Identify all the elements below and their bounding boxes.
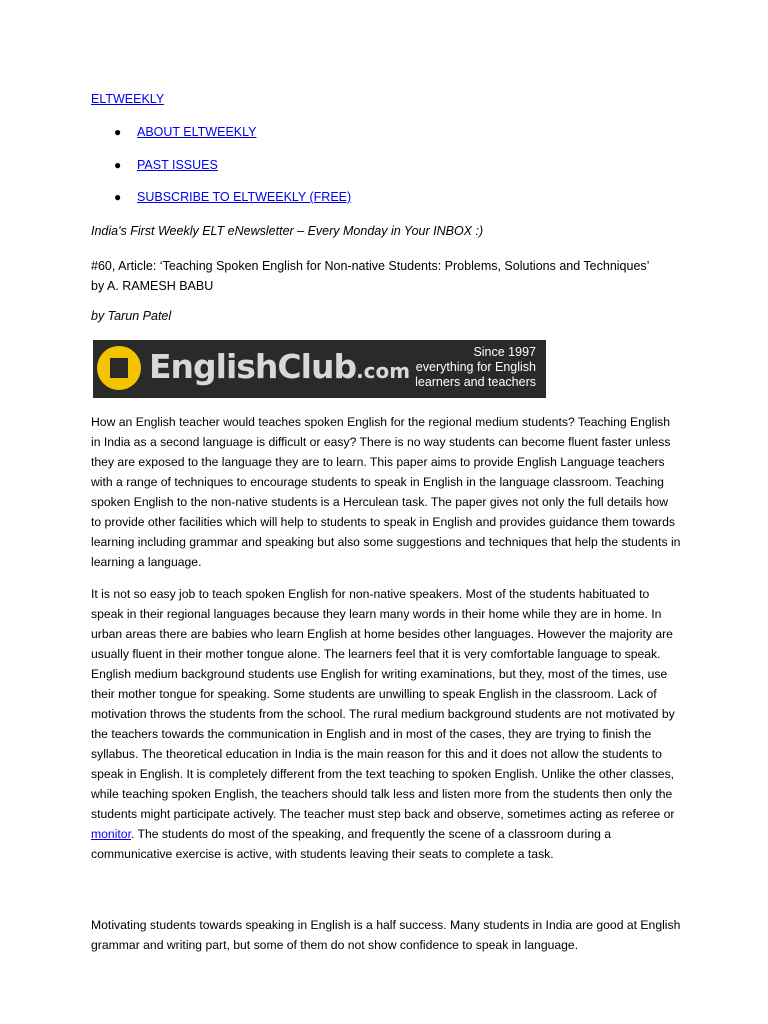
paragraph-intro: How an English teacher would teaches spoken English for the regional medium students? Teaching English in India as a second language is difficult or easy? There is no way students can become fluent faster unless they are exposed to the language they are to learn. This paper aims to provide English Language teachers with a range of techniques to encourage students to speak in English in the language classroom. Teaching spoken English to the non-native students is a Herculean task. The paper gives not only the full details how to provide other facilities which will help to students to speak in English and provides guidance them towards learning including grammar and speaking but also some suggestions and techniques that help the students in learning a language. [91,415,681,569]
logo-mark [110,358,128,378]
paragraph-text: . The students do most of the speaking, and frequently the scene of a classroom during a communicative exercise is active, with students leaving their seats to complete a task. [91,827,612,861]
bullet-icon: ● [114,157,122,172]
monitor-link[interactable]: monitor [91,827,131,841]
menu-item-past-issues [91,155,351,188]
past-issues-link[interactable]: PAST ISSUES [137,157,218,172]
eltweekly-home-link[interactable]: ELTWEEKLY [91,92,165,106]
site-menu [91,122,351,220]
subscribe-link[interactable]: SUBSCRIBE TO ELTWEEKLY (FREE) [137,190,352,204]
about-eltweekly-link[interactable]: ABOUT ELTWEEKLY [137,125,257,139]
bullet-icon: ● [114,125,122,139]
paragraph-motivation: Motivating students towards speaking in English is a half success. Many students in India are good at English grammar and writing part, but some of them do not show confidence to speak in language. [91,918,681,952]
article-title-line: #60, Article: ‘Teaching Spoken English for Non-native Students: Problems, Solutions and Techniques’ [91,259,650,273]
englishclub-logo-text [149,347,410,391]
article-author: by A. RAMESH BABU [91,279,214,293]
byline: by Tarun Patel [91,309,172,323]
article-title [91,256,691,296]
banner-since: Since 1997 [473,345,536,359]
menu-item-about [91,122,351,155]
paragraph-body [91,584,681,864]
banner-tagline [415,345,536,390]
paragraph-text: It is not so easy job to teach spoken English for non-native speakers. Most of the students habituated to speak in their regional languages because they learn many words in their home while they are in home. In urban areas there are babies who learn English at home besides other languages. However the majority are usually fluent in their mother tongue alone. The learners feel that it is very comfortable language to speak. English medium background students use English for writing examinations, but they, most of the times, use their mother tongue for speaking. Some students are unwilling to speak English in the classroom. Lack of motivation throws the students from the school. The rural medium background students are not motivated by the teachers towards the communication in English and in most of the cases, they are trying to finish the syllabus. The theoretical education in India is the main reason for this and it does not allow the students to speak in English. It is completely different from the text teaching to spoken English. Unlike the other classes, while teaching spoken English, the teachers should talk less and listen more from the students then only the students might participate actively. The teacher must step back and observe, sometimes acting as referee or [91,587,675,821]
logo-name: EnglishClub [149,347,357,386]
logo-suffix: .com [356,359,411,383]
newsletter-tagline: India's First Weekly ELT eNewsletter – Every Monday in Your INBOX :) [91,224,484,238]
menu-item-subscribe [91,187,351,220]
banner-tagline-line1: everything for English [415,360,536,374]
banner-tagline-line2: learners and teachers [415,375,536,389]
bullet-icon: ● [114,190,122,204]
englishclub-banner[interactable] [93,340,546,398]
